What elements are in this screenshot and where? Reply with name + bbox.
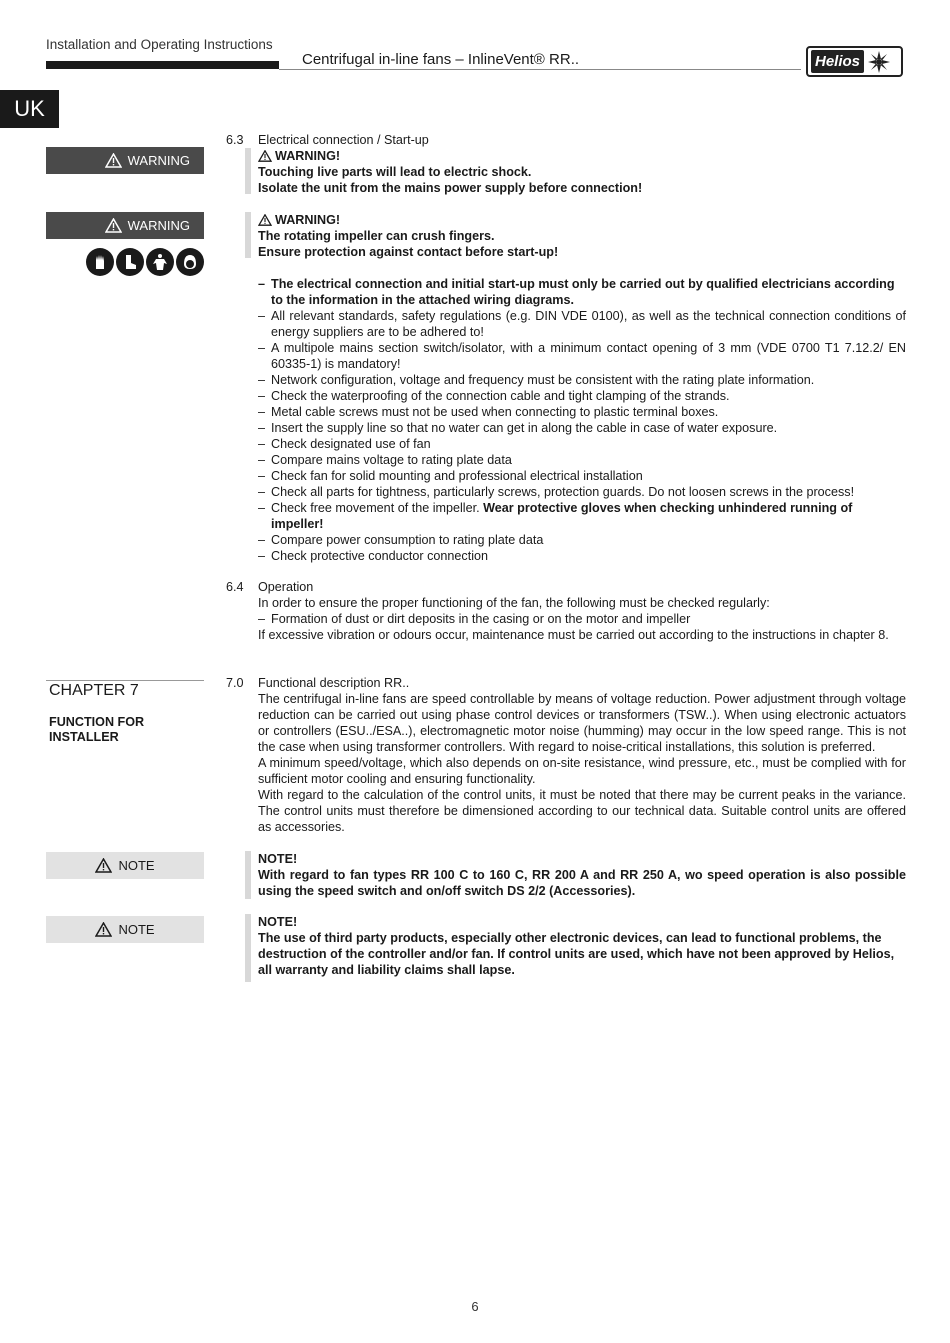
list-item: – A multipole mains section switch/isolator, with a minimum contact opening of 3 mm (VDE 0700 T1 7.12.2/ EN 60335-1) is mandatory! (258, 341, 906, 371)
warning-text: Ensure protection against contact before start-up! (258, 245, 559, 259)
list-item: – Compare mains voltage to rating plate data (258, 453, 512, 467)
helios-logo (806, 46, 903, 77)
note-label: NOTE (118, 922, 155, 937)
warning-block-2 (258, 212, 906, 260)
section-number: 6.4 (226, 580, 244, 594)
section-title: Electrical connection / Start-up (258, 133, 429, 147)
list-item: – Check all parts for tightness, particularly screws, protection guards. Do not loosen screws in the process! (258, 485, 855, 499)
warning-triangle-icon (105, 218, 122, 233)
checklist (258, 611, 906, 627)
paragraph: A minimum speed/voltage, which also depends on on-site resistance, wind pressure, etc., must be complied with for sufficient motor cooling and ensuring functionality. (258, 756, 906, 786)
note-label-box (46, 852, 204, 879)
list-item: – Check designated use of fan (258, 437, 431, 451)
list-item: – Compare power consumption to rating plate data (258, 533, 544, 547)
hairnet-icon (176, 248, 204, 276)
warning-heading: WARNING! (275, 149, 341, 163)
protective-clothing-icon (146, 248, 174, 276)
warning-side-bar (245, 212, 251, 258)
list-item: – Check fan for solid mounting and professional electrical installation (258, 469, 643, 483)
header-rule (279, 69, 801, 70)
warning-label: WARNING (127, 218, 190, 233)
list-item: – Check free movement of the impeller. Wear protective gloves when checking unhindered running of impeller! (258, 501, 853, 531)
note-side-bar (245, 914, 251, 982)
page-number: 6 (471, 1299, 479, 1314)
warning-heading: WARNING! (275, 213, 341, 227)
note-side-bar (245, 851, 251, 899)
section-title: Functional description RR.. (258, 676, 410, 690)
list-item: – Network configuration, voltage and frequency must be consistent with the rating plate information. (258, 373, 815, 387)
chapter-title: CHAPTER 7 (49, 682, 139, 699)
chapter-subtitle: FUNCTION FOR INSTALLER (49, 715, 145, 744)
warning-triangle-icon (258, 214, 272, 226)
document-type: Installation and Operating Instructions (46, 37, 273, 52)
checklist (258, 276, 906, 564)
warning-triangle-icon (105, 153, 122, 168)
safety-boots-icon (116, 248, 144, 276)
note-block-2 (258, 914, 906, 978)
section-number: 6.3 (226, 133, 244, 147)
chapter-rule (46, 680, 204, 681)
fan-icon (867, 50, 891, 74)
note-heading: NOTE! (258, 915, 298, 929)
paragraph: The centrifugal in-line fans are speed controllable by means of voltage reduction. Power adjustment through voltage reduction can be carried out using phase control devices or transformers (TSW..). When using electronic actuators or controllers (ESU../ESA..), electromagnetic motor noise (humming) may occur in the low speed range. This is not the case when using transformer controllers. With regard to noise-critical installations, this solution is preferred. (258, 692, 906, 754)
warning-triangle-icon (95, 922, 112, 937)
section-outro: If excessive vibration or odours occur, maintenance must be carried out according to the instructions in chapter 8. (258, 628, 889, 642)
warning-text: The rotating impeller can crush fingers. (258, 229, 495, 243)
paragraph: With regard to the calculation of the control units, it must be noted that there may be current peaks in the variance. The control units must therefore be dimensioned according to our technical data. Suitable control units are offered as accessories. (258, 788, 906, 834)
warning-label-box (46, 212, 204, 239)
section-number: 7.0 (226, 676, 244, 690)
section-intro: In order to ensure the proper functioning of the fan, the following must be checked regularly: (258, 596, 770, 610)
list-item: – Check protective conductor connection (258, 549, 489, 563)
language-tab: UK (0, 90, 59, 128)
list-item: – The electrical connection and initial start-up must only be carried out by qualified electricians according to the information in the attached wiring diagrams. (258, 277, 895, 307)
list-item: – Check the waterproofing of the connection cable and tight clamping of the strands. (258, 389, 730, 403)
note-label-box (46, 916, 204, 943)
header-bar (46, 61, 279, 69)
warning-text: Touching live parts will lead to electric shock. (258, 165, 532, 179)
warning-triangle-icon (258, 150, 272, 162)
note-label: NOTE (118, 858, 155, 873)
list-item: – Insert the supply line so that no water can get in along the cable in case of water exposure. (258, 421, 778, 435)
list-item: – Formation of dust or dirt deposits in the casing or on the motor and impeller (258, 612, 691, 626)
warning-text: Isolate the unit from the mains power supply before connection! (258, 181, 643, 195)
logo-text: Helios (811, 50, 864, 73)
note-heading: NOTE! (258, 852, 298, 866)
gloves-icon (86, 248, 114, 276)
note-block-1 (258, 851, 906, 899)
document-title: Centrifugal in-line fans – InlineVent® RR.. (302, 51, 580, 68)
list-item: – Metal cable screws must not be used when connecting to plastic terminal boxes. (258, 405, 719, 419)
warning-side-bar (245, 148, 251, 194)
warning-label: WARNING (127, 153, 190, 168)
warning-block-1 (258, 148, 906, 196)
note-text: The use of third party products, especially other electronic devices, can lead to functional problems, the destruction of the controller and/or fan. If control units are used, which have not been approved by Helios, all warranty and liability claims shall lapse. (258, 931, 895, 977)
section-title: Operation (258, 580, 314, 594)
note-text: With regard to fan types RR 100 C to 160 C, RR 200 A and RR 250 A, wo speed operation is also possible using the speed switch and on/off switch DS 2/2 (Accessories). (258, 868, 906, 898)
list-item: – All relevant standards, safety regulations (e.g. DIN VDE 0100), as well as the technical connection conditions of energy suppliers are to be adhered to! (258, 309, 906, 339)
warning-label-box (46, 147, 204, 174)
warning-triangle-icon (95, 858, 112, 873)
ppe-icons (86, 248, 204, 276)
